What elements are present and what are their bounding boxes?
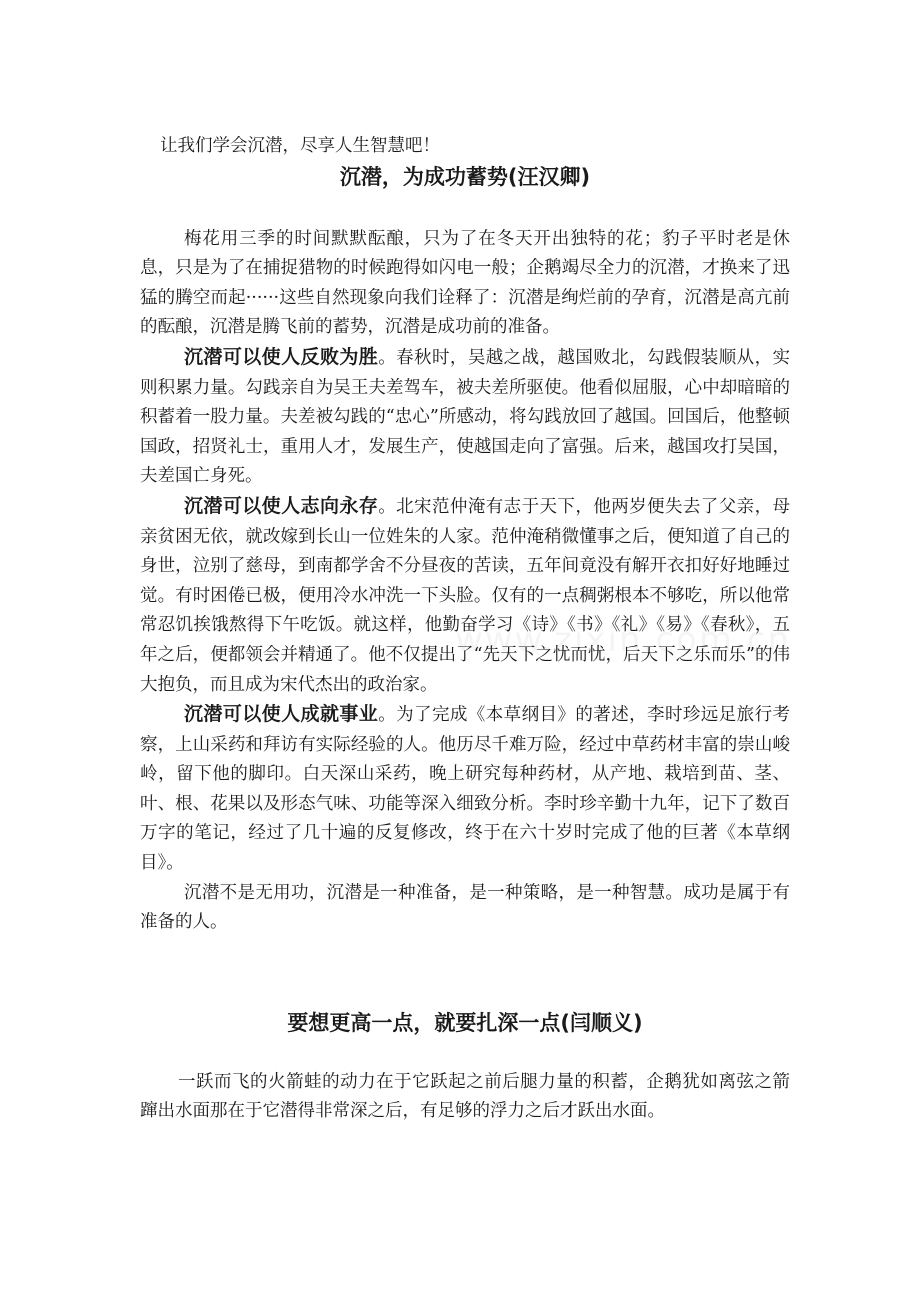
point-text-2: 。北宋范仲淹有志于天下，他两岁便失去了父亲，母亲贫困无依，就改嫁到长山一位姓朱的人家。范仲淹稍微懂事之后，便知道了自己的身世，泣别了慈母，到南都学舍不分昼夜的苦读，五年间竟没有解开衣扣好好地睡过觉。有时困倦已极，便用冷水冲洗一下头脸。仅有的一点稠粥根本不够吃，所以他常常忍饥挨饿熬得下午吃饭。就这样，他勤奋学习《诗》《书》《礼》《易》《春秋》，五年之后，便都领会并精通了。他不仅提出了“先天下之忧而忧，后天下之乐而乐”的伟大抱负，而且成为宋代杰出的政治家。 bbox=[140, 496, 790, 695]
second-article-title: 要想更高一点，就要扎深一点(闫顺义) bbox=[287, 1010, 643, 1035]
point-paragraph-2 bbox=[140, 492, 790, 700]
intro-line: 让我们学会沉潜，尽享人生智慧吧！ bbox=[160, 136, 440, 156]
point-paragraph-1 bbox=[140, 343, 790, 492]
point-paragraph-3 bbox=[140, 700, 790, 879]
point-lead-3: 沉潜可以使人成就事业 bbox=[184, 703, 379, 726]
point-lead-2: 沉潜可以使人志向永存 bbox=[184, 494, 379, 517]
document-body bbox=[140, 132, 790, 1127]
article-title: 沉潜，为成功蓄势(汪汉卿) bbox=[339, 164, 591, 189]
point-lead-1: 沉潜可以使人反败为胜 bbox=[184, 345, 379, 368]
point-text-1: 。春秋时，吴越之战，越国败北，勾践假装顺从，实则积累力量。勾践亲自为吴王夫差驾车，被夫差所驱使。他看似屈服，心中却暗暗的积蓄着一股力量。夫差被勾践的“忠心”所感动，将勾践放回了越国。回国后，他整顿国政，招贤礼士，重用人才，发展生产，使越国走向了富强。后来，越国攻打吴国，夫差国亡身死。 bbox=[140, 347, 790, 487]
opening-paragraph: 梅花用三季的时间默默酝酿，只为了在冬天开出独特的花；豹子平时老是休息，只是为了在捕捉猎物的时候跑得如闪电一般；企鹅竭尽全力的沉潜，才换来了迅猛的腾空而起······这些自然现象向我们诠释了：沉潜是绚烂前的孕育，沉潜是高亢前的酝酿，沉潜是腾飞前的蓄势，沉潜是成功前的准备。 bbox=[140, 228, 790, 338]
conclusion-paragraph: 沉潜不是无用功，沉潜是一种准备，是一种策略，是一种智慧。成功是属于有准备的人。 bbox=[140, 882, 790, 933]
point-text-3: 。为了完成《本草纲目》的著述，李时珍远足旅行考察，上山采药和拜访有实际经验的人。他历尽千难万险，经过中草药材丰富的崇山峻岭，留下他的脚印。白天深山采药，晚上研究每种药材，从产地、栽培到苗、茎、叶、根、花果以及形态气味、功能等深入细致分析。李时珍辛勤十九年，记下了数百万字的笔记，经过了几十遍的反复修改，终于在六十岁时完成了他的巨著《本草纲目》。 bbox=[140, 705, 790, 874]
second-article-paragraph: 一跃而飞的火箭蛙的动力在于它跃起之前后腿力量的积蓄，企鹅犹如离弦之箭蹿出水面那在于它潜得非常深之后，有足够的浮力之后才跃出水面。 bbox=[140, 1071, 790, 1122]
